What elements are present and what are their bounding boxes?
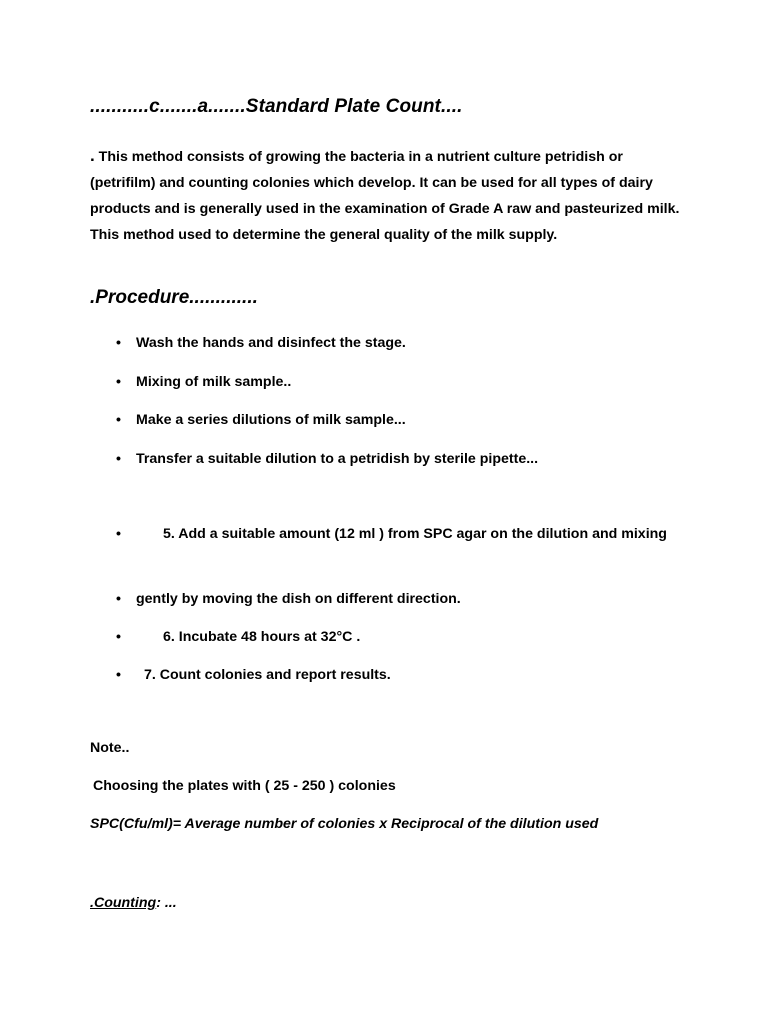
- procedure-heading: .Procedure.............: [90, 287, 258, 308]
- step-text: 6. Incubate 48 hours at 32°C .: [163, 629, 361, 645]
- step-text: Make a series dilutions of milk sample...: [136, 412, 406, 428]
- step-text: gently by moving the dish on different direction.: [136, 591, 461, 607]
- note-label: Note..: [90, 740, 130, 756]
- bullet-mark: •: [116, 667, 121, 683]
- counting-suffix: : ...: [156, 895, 177, 911]
- bullet-mark: •: [116, 526, 121, 542]
- spc-formula: SPC(Cfu/ml)= Average number of colonies x Reciprocal of the dilution used: [90, 816, 599, 832]
- bullet-mark: •: [116, 412, 121, 428]
- choosing-plates-text: Choosing the plates with ( 25 - 250 ) colonies: [93, 778, 396, 794]
- list-item: [116, 586, 676, 612]
- bullet-mark: •: [116, 451, 121, 467]
- list-item: [116, 407, 676, 433]
- bullet-mark: •: [116, 374, 121, 390]
- list-item: [116, 624, 676, 650]
- step-text: Mixing of milk sample..: [136, 374, 292, 390]
- step-text: Wash the hands and disinfect the stage.: [136, 335, 406, 351]
- counting-label: .Counting: [90, 895, 157, 911]
- list-item: [116, 662, 676, 688]
- list-item: [116, 521, 676, 547]
- step-text: Transfer a suitable dilution to a petridish by sterile pipette...: [136, 451, 539, 467]
- document-title: ...........c.......a.......Standard Plate Count....: [90, 96, 463, 117]
- intro-text: This method consists of growing the bacteria in a nutrient culture petridish or (petrifilm) and counting colonies which develop. It can be used for all types of dairy products and is generally used in the examination of Grade A raw and pasteurized milk. This method used to determine the general quality of the milk supply.: [90, 149, 680, 243]
- list-item: [116, 369, 676, 395]
- bullet-mark: •: [116, 591, 121, 607]
- intro-paragraph: [90, 143, 690, 248]
- bullet-mark: •: [116, 629, 121, 645]
- intro-lead-dot: .: [90, 146, 95, 165]
- step-text: 5. Add a suitable amount (12 ml ) from SPC agar on the dilution and mixing: [163, 526, 667, 542]
- counting-heading: [90, 895, 177, 911]
- step-text: 7. Count colonies and report results.: [144, 667, 391, 683]
- list-item: [116, 330, 676, 356]
- bullet-mark: •: [116, 335, 121, 351]
- list-item: [116, 446, 676, 472]
